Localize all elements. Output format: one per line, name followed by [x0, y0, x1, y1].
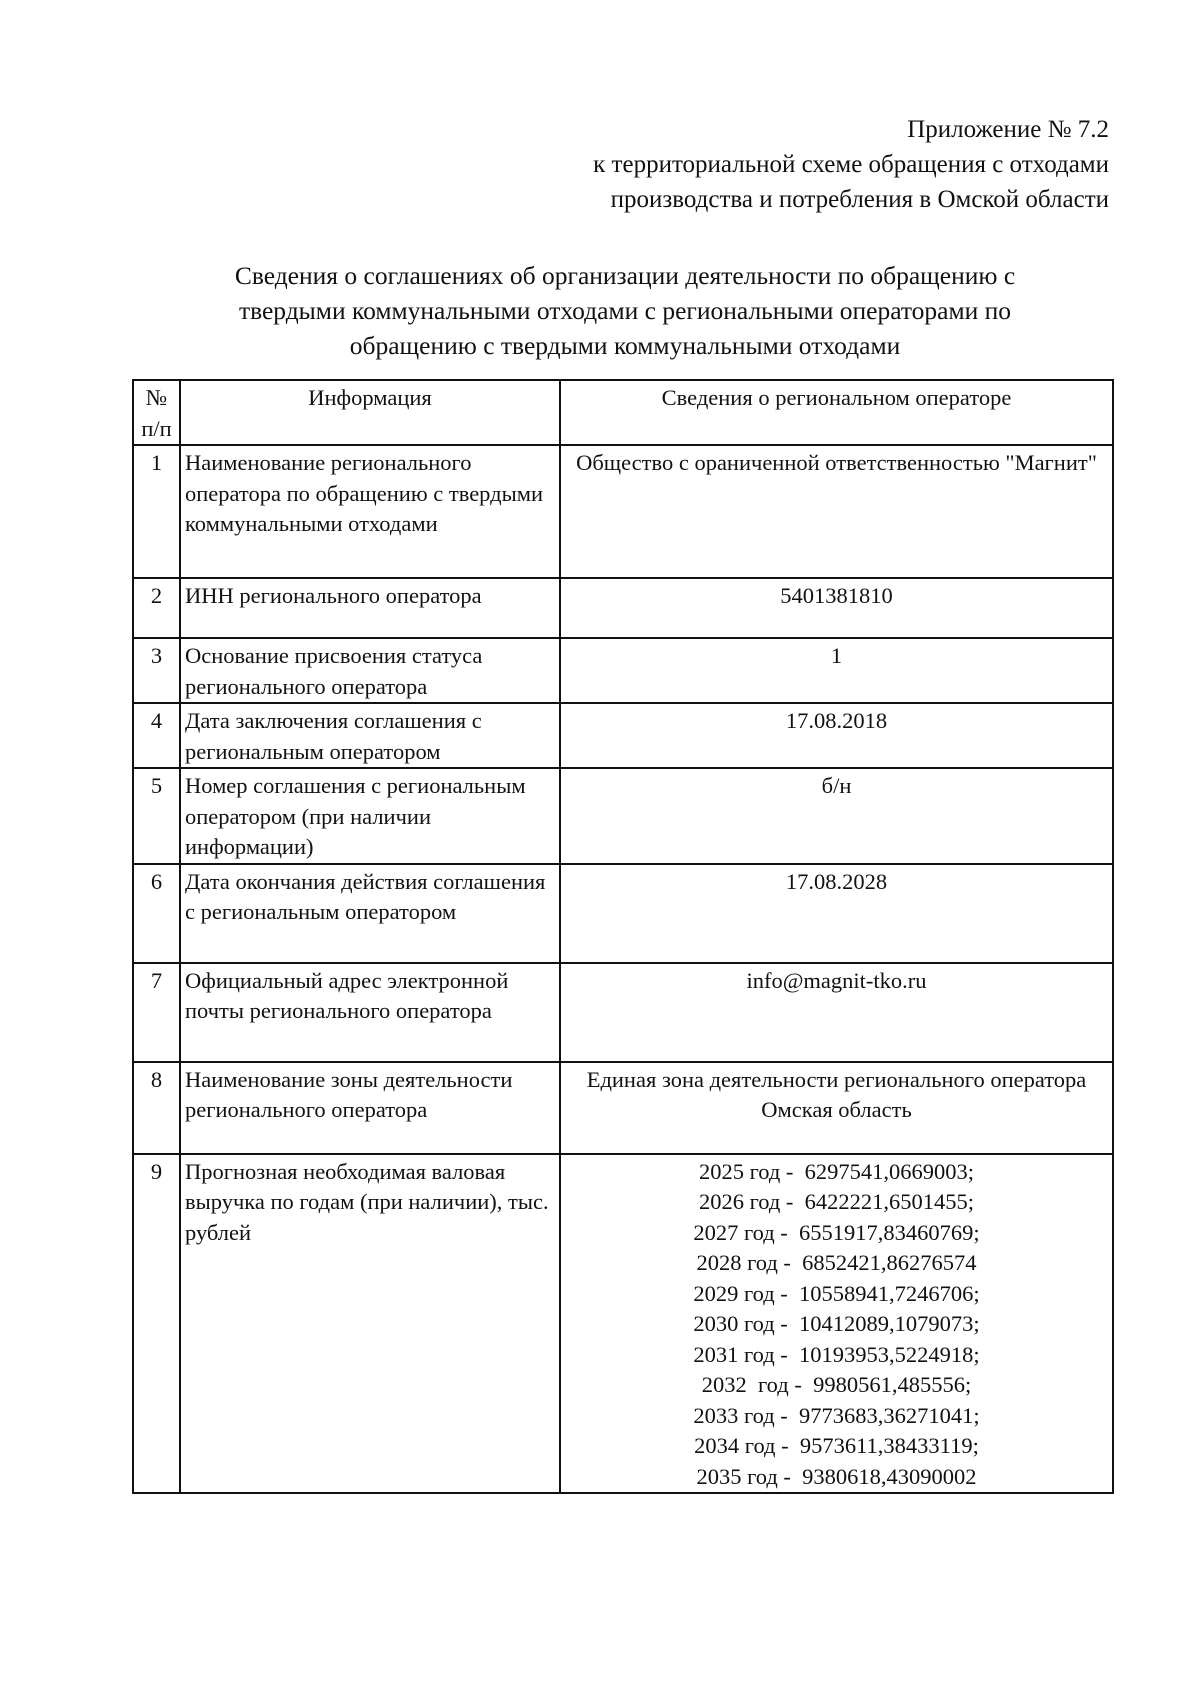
revenue-item: 2035 год - 9380618,43090002	[696, 1463, 977, 1489]
revenue-item: 2025 год - 6297541,0669003;	[698, 1158, 975, 1184]
revenue-item: 2032 год - 9980561,485556;	[701, 1372, 972, 1397]
row-number: 8	[133, 1062, 180, 1154]
document-title	[130, 258, 1120, 363]
column-header-info: Информация	[180, 380, 560, 445]
row-info: ИНН регионального оператора	[180, 578, 560, 638]
row-value: Единая зона деятельности регионального оператора Омская область	[560, 1062, 1113, 1154]
table-row	[133, 445, 1113, 578]
row-number: 2	[133, 578, 180, 638]
row-value: 1	[560, 638, 1113, 703]
row-number: 1	[133, 445, 180, 578]
row-info: Дата заключения соглашения с региональным оператором	[180, 703, 560, 768]
appendix-number: Приложение № 7.2	[907, 116, 1109, 143]
appendix-ref-line2: производства и потребления в Омской области	[610, 186, 1109, 213]
revenue-item: 2033 год - 9773683,36271041;	[693, 1402, 980, 1428]
row-info: Дата окончания действия соглашения с региональным оператором	[180, 864, 560, 963]
revenue-forecast-list	[560, 1154, 1113, 1494]
row-number: 7	[133, 963, 180, 1062]
revenue-item: 2029 год - 10558941,7246706;	[693, 1280, 980, 1306]
table-row	[133, 768, 1113, 864]
revenue-item: 2028 год - 6852421,86276574	[696, 1250, 977, 1275]
row-value: 17.08.2028	[560, 864, 1113, 963]
operator-info-table	[132, 379, 1114, 1494]
table-row	[133, 1154, 1113, 1494]
row-value: 17.08.2018	[560, 703, 1113, 768]
revenue-item: 2026 год - 6422221,6501455;	[698, 1189, 975, 1214]
revenue-item: 2034 год - 9573611,38433119;	[694, 1433, 979, 1458]
row-info: Номер соглашения с региональным оператором (при наличии информации)	[180, 768, 560, 864]
row-info: Прогнозная необходимая валовая выручка по годам (при наличии), тыс. рублей	[180, 1154, 560, 1494]
row-value: Общество с ораниченной ответственностью "Магнит"	[560, 445, 1113, 578]
row-info: Наименование зоны деятельности регионального оператора	[180, 1062, 560, 1154]
table-row	[133, 703, 1113, 768]
row-info: Наименование регионального оператора по обращению с твердыми коммунальными отходами	[180, 445, 560, 578]
row-value: 5401381810	[560, 578, 1113, 638]
table-header-row	[133, 380, 1113, 445]
table-row	[133, 578, 1113, 638]
revenue-item: 2031 год - 10193953,5224918;	[693, 1341, 980, 1367]
row-info: Основание присвоения статуса регионального оператора	[180, 638, 560, 703]
row-number: 4	[133, 703, 180, 768]
table-row	[133, 864, 1113, 963]
title-line: обращению с твердыми коммунальными отходами	[349, 331, 901, 360]
row-info: Официальный адрес электронной почты регионального оператора	[180, 963, 560, 1062]
table-row	[133, 963, 1113, 1062]
column-header-number: № п/п	[133, 380, 180, 445]
revenue-item: 2027 год - 6551917,83460769;	[693, 1219, 980, 1245]
title-line: твердыми коммунальными отходами с региональными операторами по	[238, 296, 1012, 325]
title-line: Сведения о соглашениях об организации деятельности по обращению с	[234, 261, 1016, 290]
row-value: б/н	[560, 768, 1113, 864]
appendix-ref-line1: к территориальной схеме обращения с отходами	[593, 151, 1109, 178]
table-row	[133, 1062, 1113, 1154]
appendix-header	[593, 112, 1109, 217]
column-header-value: Сведения о региональном операторе	[560, 380, 1113, 445]
row-value-email: info@magnit-tko.ru	[560, 963, 1113, 1062]
row-number: 6	[133, 864, 180, 963]
row-number: 5	[133, 768, 180, 864]
row-number: 9	[133, 1154, 180, 1494]
revenue-item: 2030 год - 10412089,1079073;	[693, 1311, 980, 1336]
table-row	[133, 638, 1113, 703]
row-number: 3	[133, 638, 180, 703]
